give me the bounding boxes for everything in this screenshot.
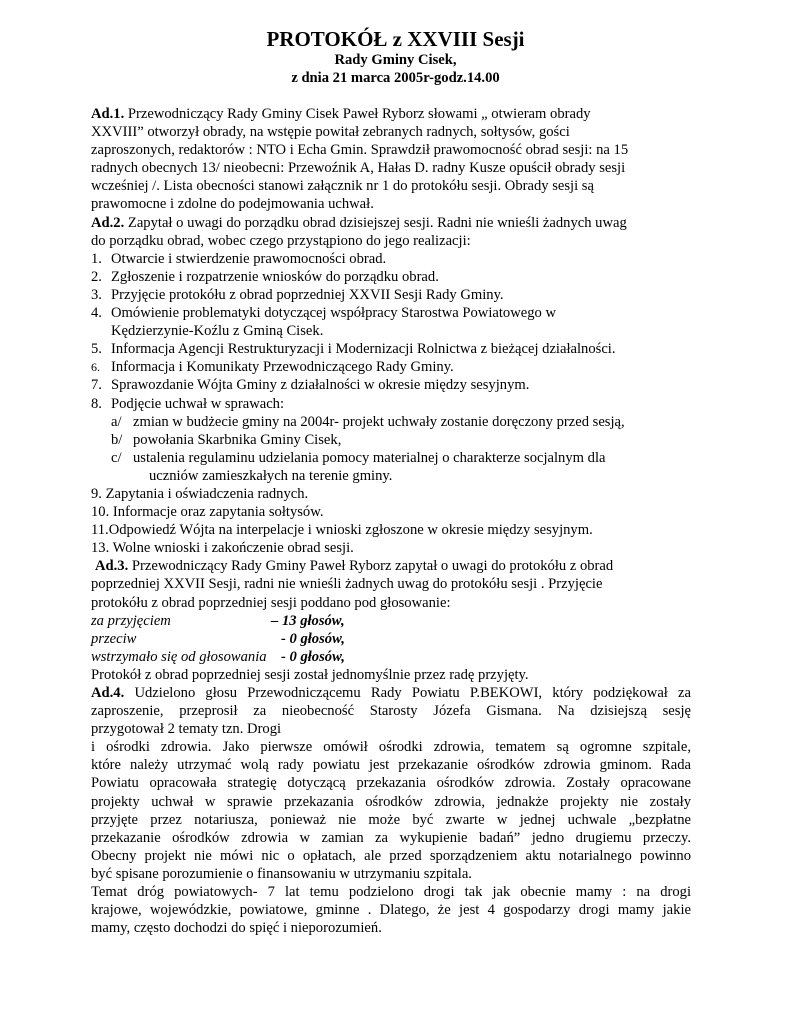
agenda-subitem: b/ powołania Skarbnika Gminy Cisek, (111, 431, 342, 448)
ad1-line: prawomocne i zdolne do podejmowania uchwał. (91, 196, 374, 213)
ad4-line: przyjęte przez notariusza, ponieważ nie może być zwarte w jednej uchwale „bezpłatne (91, 811, 691, 828)
ad1-label: Ad.1. (91, 106, 125, 122)
ad2-label: Ad.2. (91, 214, 125, 231)
agenda-item: 2. Zgłoszenie i rozpatrzenie wniosków do porządku obrad. (91, 268, 439, 285)
ad3-line: Ad.3. Przewodniczący Rady Gminy Paweł Ryborz zapytał o uwagi do protokółu z obrad (95, 558, 614, 575)
ad1-line: Ad.1. Przewodniczący Rady Gminy Cisek Paweł Ryborz słowami „ otwieram obrady (91, 106, 591, 122)
ad4-line: Ad.4. Udzielono głosu Przewodniczącemu Rady Powiatu P.BEKOWI, który podziękował za (91, 685, 691, 701)
ad4-label: Ad.4. (91, 685, 125, 701)
ad4-line: krajowe, wojewódzkie, powiatowe, gminne . Dlatego, że jest 4 gospodarzy drogi mamy jakie (91, 902, 691, 919)
agenda-item: 11.Odpowiedź Wójta na interpelacje i wnioski zgłoszone w okresie między sesyjnym. (91, 522, 593, 539)
vote-row: przeciw - 0 głosów, (91, 630, 345, 647)
agenda-subitem-continuation: uczniów zamieszkałych na terenie gminy. (149, 467, 393, 484)
agenda-item: 5. Informacja Agencji Restrukturyzacji i Modernizacji Rolnictwa z bieżącej działalności. (91, 341, 616, 358)
vote-count: - 0 głosów, (281, 648, 345, 665)
ad3-line: protokółu z obrad poprzedniej sesji poddano pod głosowanie: (91, 594, 451, 611)
ad4-line: być spisane porozumienie o finansowaniu w utrzymaniu szpitala. (91, 865, 472, 882)
vote-count: – 13 głosów, (271, 612, 345, 629)
agenda-subitem: a/ zmian w budżecie gminy na 2004r- projekt uchwały zostanie doręczony przed sesją, (111, 413, 625, 430)
agenda-item: 1. Otwarcie i stwierdzenie prawomocności obrad. (91, 250, 387, 267)
ad4-line: projekty uchwał w sprawie przekazania ośrodków zdrowia, jednakże projekty nie zostały (91, 793, 691, 810)
agenda-item: 4. Omówienie problematyki dotyczącej współpracy Starostwa Powiatowego w (91, 305, 556, 322)
document-body (91, 105, 691, 937)
agenda-item: 8. Podjęcie uchwał w sprawach: (91, 395, 285, 412)
agenda-subitem: c/ ustalenia regulaminu udzielania pomocy materialnej o charakterze socjalnym dla (111, 449, 606, 466)
agenda-item: 3. Przyjęcie protokółu z obrad poprzedniej XXVII Sesji Rady Gminy. (91, 286, 504, 303)
agenda-item: 10. Informacje oraz zapytania sołtysów. (91, 504, 324, 521)
ad4-line: przekazanie ośrodków zdrowia w zamian za wykupienie badań” jedno drugiemu przeczy. (91, 829, 691, 846)
ad1-line: wcześniej /. Lista obecności stanowi załącznik nr 1 do protokółu sesji. Obrady sesji są (91, 178, 594, 195)
ad3-line: poprzedniej XXVII Sesji, radni nie wnieśli żadnych uwag do protokółu sesji . Przyjęcie (91, 576, 603, 593)
document-title: PROTOKÓŁ z XXVIII Sesji (266, 27, 525, 51)
ad4-line: które należy utrzymać wolą rady powiatu jest przekazanie ośrodków zdrowia gminom. Rada (91, 757, 691, 774)
vote-row: wstrzymało się od głosowania - 0 głosów, (91, 648, 345, 665)
vote-count: - 0 głosów, (281, 630, 345, 647)
vote-row: za przyjęciem – 13 głosów, (91, 612, 345, 629)
ad3-result: Protokół z obrad poprzedniej sesji został jednomyślnie przez radę przyjęty. (91, 666, 529, 683)
ad1-line: radnych obecnych 13/ nieobecni: Przewoźnik A, Hałas D. radny Kusze opuścił obrady sesji (91, 160, 626, 177)
ad4-line: i ośrodki zdrowia. Jako pierwsze omówił ośrodki zdrowia, tematem są ogromne szpitale, (91, 739, 691, 756)
agenda-item-continuation: Kędzierzynie-Koźlu z Gminą Cisek. (111, 323, 324, 340)
ad4-line: przygotował 2 tematy tzn. Drogi (91, 721, 282, 738)
ad2-line: Ad.2. Zapytał o uwagi do porządku obrad dzisiejszej sesji. Radni nie wnieśli żadnych uwag (91, 214, 627, 231)
agenda-item: 13. Wolne wnioski i zakończenie obrad sesji. (91, 540, 354, 557)
ad1-line: zaproszonych, redaktorów : NTO i Echa Gmin. Sprawdził prawomocność obrad sesji: na 15 (91, 142, 629, 159)
ad4-line: Obecny projekt nie mówi nic o opłatach, ale przed sporządzeniem aktu notarialnego powinno (91, 847, 691, 864)
document-date: z dnia 21 marca 2005r-godz.14.00 (291, 70, 500, 86)
ad1-line: XXVIII” otworzył obrady, na wstępie powitał zebranych radnych, sołtysów, gości (91, 124, 570, 141)
ad4-line: Temat dróg powiatowych- 7 lat temu podzielono drogi tak jak obecnie mamy : na drogi (91, 884, 691, 901)
agenda-item: 6. Informacja i Komunikaty Przewodniczącego Rady Gminy. (91, 359, 454, 376)
document-subtitle: Rady Gminy Cisek, (334, 52, 457, 68)
agenda-item: 7. Sprawozdanie Wójta Gminy z działalności w okresie między sesyjnym. (91, 377, 530, 394)
ad4-line: mamy, często dochodzi do spięć i nieporozumień. (91, 920, 382, 937)
ad2-line: do porządku obrad, wobec czego przystąpiono do jego realizacji: (91, 232, 471, 249)
ad4-line: zaproszenie, przeprosił za nieobecność Starosty Józefa Gismana. Na dzisiejszą sesję (91, 703, 691, 720)
ad4-line: Powiatu opracowała strategię dotyczącą przekazania ośrodków zdrowia. Zostały opracowane (91, 775, 691, 792)
ad3-label: Ad.3. (95, 558, 129, 575)
agenda-item: 9. Zapytania i oświadczenia radnych. (91, 485, 309, 502)
